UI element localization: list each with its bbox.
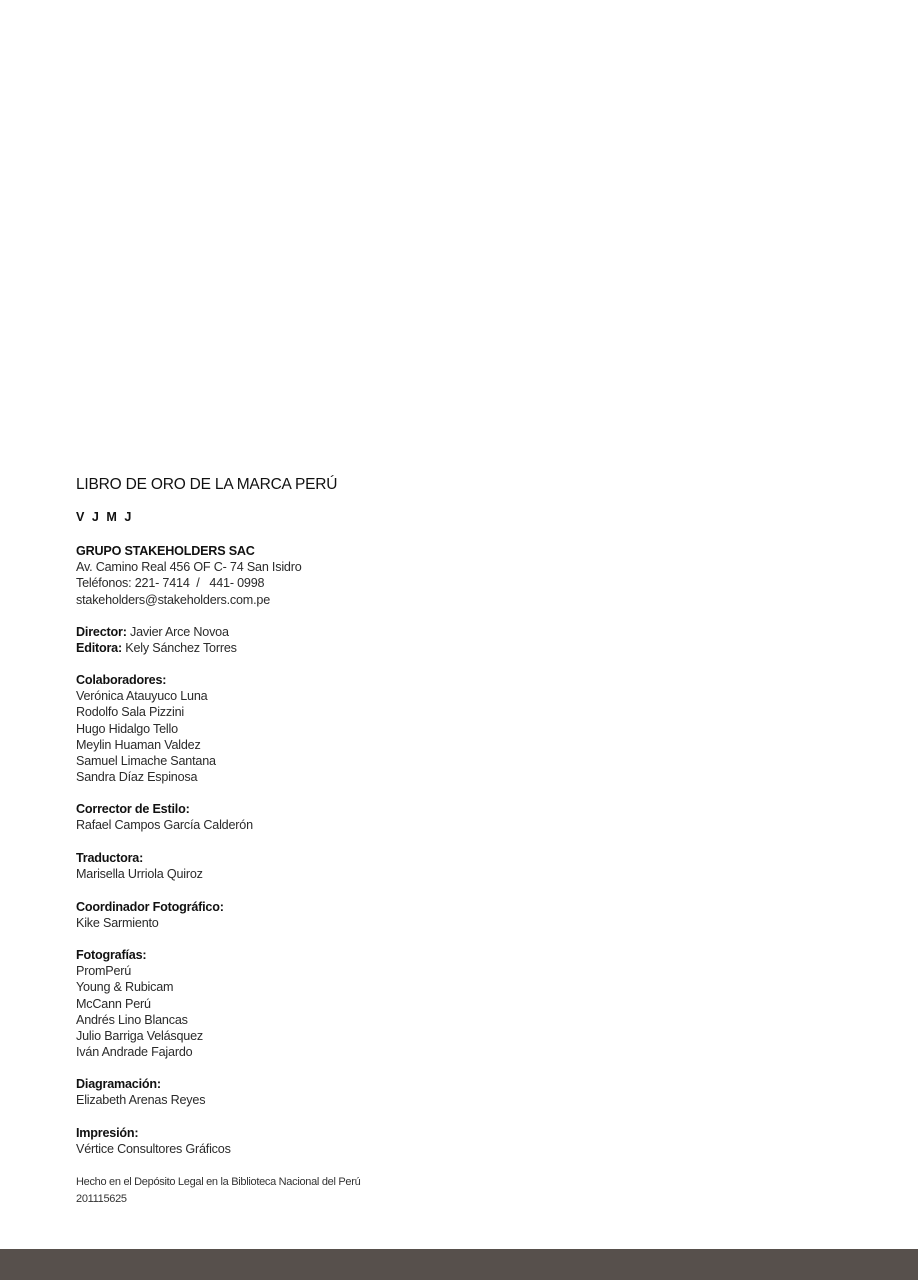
legal-block [76, 1174, 360, 1208]
printing-name: Vértice Consultores Gráficos [76, 1142, 231, 1157]
translator-name: Marisella Urriola Quiroz [76, 867, 203, 882]
collaborator: Verónica Atauyuco Luna [76, 689, 208, 704]
translator-block [76, 850, 203, 882]
director-label: Director: [76, 625, 127, 639]
legal-text: Hecho en el Depósito Legal en la Biblioteca Nacional del Perú [76, 1176, 361, 1188]
publisher-address: Av. Camino Real 456 OF C- 74 San Isidro [76, 560, 302, 575]
collaborator: Hugo Hidalgo Tello [76, 721, 178, 736]
layout-label: Diagramación: [76, 1077, 161, 1091]
collaborator: Samuel Limache Santana [76, 754, 216, 769]
publisher-email: stakeholders@stakeholders.com.pe [76, 592, 270, 607]
photo-credit: McCann Perú [76, 996, 151, 1011]
printing-label: Impresión: [76, 1126, 139, 1140]
publisher-name: GRUPO STAKEHOLDERS SAC [76, 544, 255, 558]
photo-credit: Young & Rubicam [76, 980, 174, 995]
photo-credit: Julio Barriga Velásquez [76, 1029, 204, 1044]
director-name: Javier Arce Novoa [126, 625, 229, 639]
translator-label: Traductora: [76, 851, 144, 865]
photo-coordinator-label: Coordinador Fotográfico: [76, 900, 224, 914]
photo-coordinator-block [76, 899, 224, 931]
style-editor-name: Rafael Campos García Calderón [76, 818, 253, 833]
collaborators-block [76, 672, 216, 785]
collaborators-label: Colaboradores: [76, 673, 167, 687]
legal-number: 201115625 [76, 1193, 127, 1205]
book-title: LIBRO DE ORO DE LA MARCA PERÚ [76, 476, 338, 493]
photo-credit: Andrés Lino Blancas [76, 1012, 188, 1027]
photo-credit: Iván Andrade Fajardo [76, 1045, 193, 1060]
footer-bar [0, 1249, 918, 1280]
dedication: V J M J [76, 510, 134, 524]
director-editor-block [76, 624, 237, 656]
collaborator: Sandra Díaz Espinosa [76, 770, 198, 785]
layout-block [76, 1076, 205, 1108]
style-editor-block [76, 801, 253, 833]
photo-coordinator-name: Kike Sarmiento [76, 916, 159, 931]
printing-block [76, 1125, 231, 1157]
publisher-block [76, 543, 302, 608]
collaborator: Rodolfo Sala Pizzini [76, 705, 185, 720]
photo-credit: PromPerú [76, 964, 132, 979]
style-editor-label: Corrector de Estilo: [76, 802, 190, 816]
collaborator: Meylin Huaman Valdez [76, 737, 201, 752]
photos-label: Fotografías: [76, 948, 147, 962]
editor-name: Kely Sánchez Torres [121, 641, 237, 656]
photos-block [76, 947, 203, 1060]
layout-name: Elizabeth Arenas Reyes [76, 1093, 206, 1108]
publisher-phones: Teléfonos: 221- 7414 / 441- 0998 [76, 576, 265, 591]
editor-label: Editora: [76, 641, 122, 656]
